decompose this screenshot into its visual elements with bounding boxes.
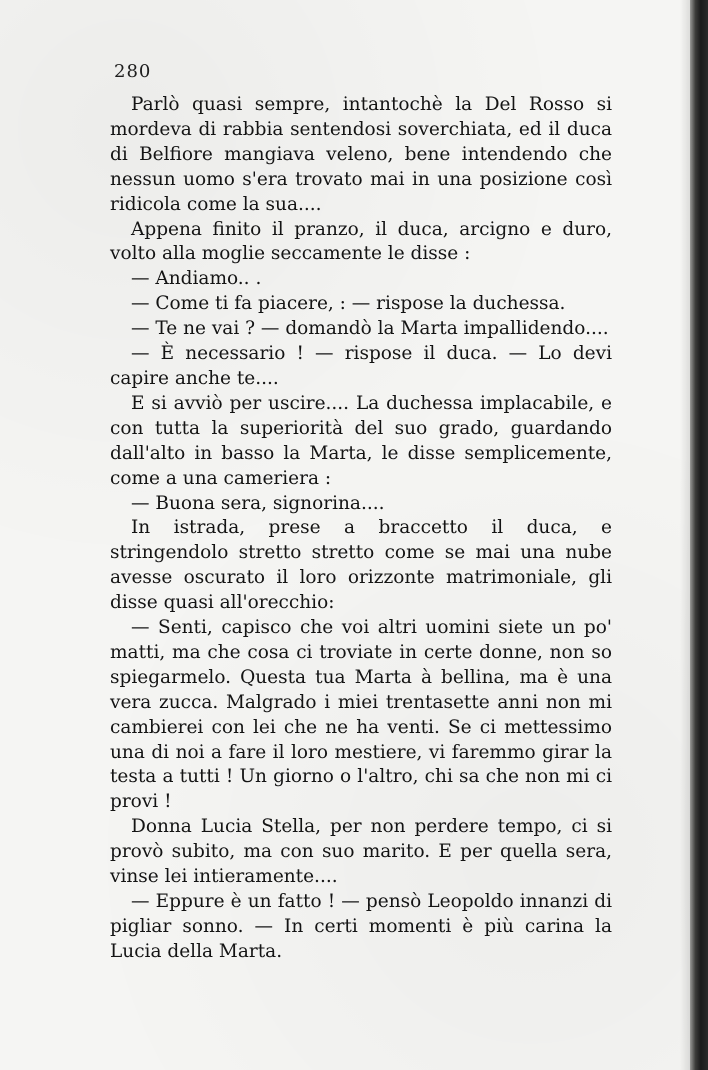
paragraph: — Come ti fa piacere, : — rispose la duchessa. [131, 293, 566, 315]
page-number: 280 [114, 61, 152, 82]
paragraph: — Andiamo.. . [131, 268, 262, 290]
paragraph: In istrada, prese a braccetto il duca, e stringendolo stretto stretto come se mai una nube avesse oscurato il loro orizzonte matrimoniale, gli disse quasi all'orecchio: [110, 517, 612, 614]
paragraph: Parlò quasi sempre, intantochè la Del Rosso si mordeva di rabbia sentendosi soverchiata, ed il duca di Belfiore mangiava veleno, bene intendendo che nessun uomo s'era trovato mai in una posizione così ridicola come la sua.... [110, 94, 612, 215]
book-binding-edge [690, 0, 708, 1070]
paragraph: — È necessario ! — rispose il duca. — Lo devi capire anche te.... [110, 343, 612, 389]
paragraph: Appena finito il pranzo, il duca, arcigno e duro, volto alla moglie seccamente le disse : [110, 218, 612, 265]
paragraph: Donna Lucia Stella, per non perdere tempo, ci si provò subito, ma con suo marito. E per quella sera, vinse lei intieramente.... [110, 816, 612, 888]
paragraph: — Buona sera, signorina.... [131, 492, 385, 514]
paragraph: — Senti, capisco che voi altri uomini siete un po' matti, ma che cosa ci troviate in certe donne, non so spiegarmelo. Questa tua Marta à bellina, ma è una vera zucca. Malgrado i miei trentasette anni non mi cambierei con lei che ne ha venti. Se ci mettessimo una di noi a fare il loro mestiere, vi faremmo girar la testa a tutti ! Un giorno o l'altro, chi sa che non mi ci provi ! [110, 617, 612, 813]
binding-shadow [680, 0, 690, 1070]
paragraph: — Te ne vai ? — domandò la Marta impallidendo.... [131, 318, 609, 340]
paragraph: E si avviò per uscire.... La duchessa implacabile, e con tutta la superiorità del suo grado, guardando dall'alto in basso la Marta, le disse semplicemente, come a una cameriera : [110, 392, 612, 489]
page-body [110, 93, 612, 965]
paragraph: — Eppure è un fatto ! — pensò Leopoldo innanzi di pigliar sonno. — In certi momenti è più carina la Lucia della Marta. [110, 891, 612, 962]
